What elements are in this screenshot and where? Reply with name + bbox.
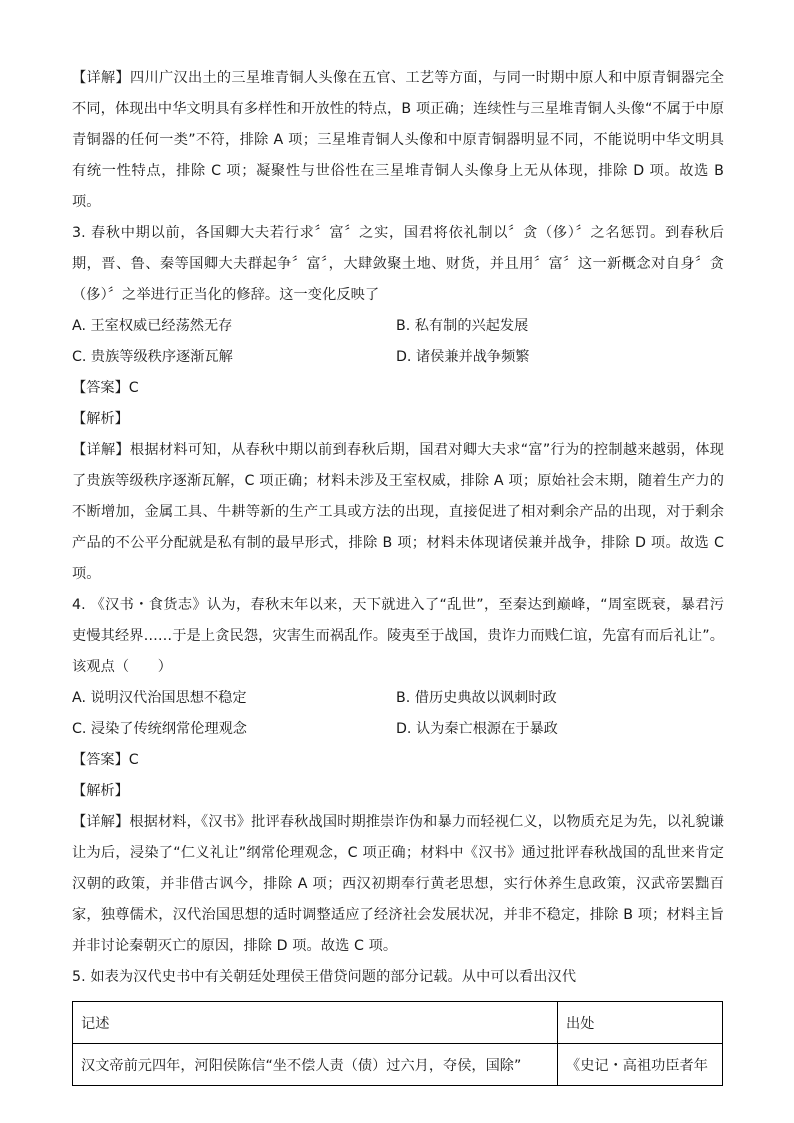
document-page bbox=[72, 63, 724, 1086]
q3-answer: 【答案】C bbox=[72, 380, 139, 396]
table-cell: 《史记・高祖功臣者年 bbox=[558, 1044, 723, 1086]
q4-explanation: 【详解】根据材料，《汉书》批评春秋战国时期推崇诈伪和暴力而轻视仁义，以物质充足为先，以礼貌谦让为后，浸染了“仁义礼让”纲常伦理观念，C 项正确；材料中《汉书》通过批评春秋战国的乱世来肯定汉朝的政策，并非借古讽今，排除 A 项；西汉初期奉行黄老思想，实行休养生息政策，汉武帝罢黜百家，独尊儒术，汉代治国思想的适时调整适应了经济社会发展状况，并非不稳定，排除 B 项；材料主旨并非讨论秦朝灭亡的原因，排除 D 项。故选 C 项。 bbox=[72, 814, 724, 954]
table-row bbox=[73, 1044, 723, 1086]
q4-option-d: D. 认为秦亡根源在于暴政 bbox=[396, 721, 558, 737]
q4-option-b: B. 借历史典故以讽刺时政 bbox=[396, 690, 557, 706]
q3-option-d: D. 诸侯兼并战争频繁 bbox=[396, 349, 530, 365]
table-header-row bbox=[73, 1002, 723, 1044]
q4-options-row-2 bbox=[72, 714, 724, 745]
q4-option-a: A. 说明汉代治国思想不稳定 bbox=[72, 690, 247, 706]
q3-option-b: B. 私有制的兴起发展 bbox=[396, 318, 529, 334]
table-header-cell: 出处 bbox=[558, 1002, 723, 1044]
q4-stem: 4. 《汉书・食货志》认为，春秋末年以来，天下就进入了“乱世”，至秦达到巅峰，“周室既衰，暴君污吏慢其经界……于是上贪民怨，灾害生而祸乱作。陵夷至于战国，贵诈力而贱仁谊，先富有而后礼让”。该观点（ ） bbox=[72, 597, 724, 675]
q5-stem: 5. 如表为汉代史书中有关朝廷处理侯王借贷问题的部分记载。从中可以看出汉代 bbox=[72, 969, 577, 985]
q3-explanation: 【详解】根据材料可知，从春秋中期以前到春秋后期，国君对卿大夫求“富”行为的控制越来越弱，体现了贵族等级秩序逐渐瓦解，C 项正确；材料未涉及王室权威，排除 A 项；原始社会末期，随着生产力的不断增加，金属工具、牛耕等新的生产工具或方法的出现，直接促进了相对剩余产品的出现，对于剩余产品的不公平分配就是私有制的最早形式，排除 B 项；材料未体现诸侯兼并战争，排除 D 项。故选 C 项。 bbox=[72, 442, 724, 582]
q5-table bbox=[72, 1001, 723, 1086]
q3-analysis-label: 【解析】 bbox=[72, 411, 129, 427]
q4-answer: 【答案】C bbox=[72, 752, 139, 768]
q3-stem: 3. 春秋中期以前，各国卿大夫若行求〞富〞之实，国君将依礼制以〞贪（侈）〞之名惩罚。到春秋后期，晋、鲁、秦等国卿大夫群起争〞富〞，大肆敛聚土地、财货，并且用〞富〞这一新概念对自身〞贪（侈）〞之举进行正当化的修辞。这一变化反映了 bbox=[72, 225, 724, 303]
table-header-cell: 记述 bbox=[73, 1002, 558, 1044]
q4-option-c: C. 浸染了传统纲常伦理观念 bbox=[72, 721, 247, 737]
q3-options-row-1 bbox=[72, 311, 724, 342]
q3-option-c: C. 贵族等级秩序逐渐瓦解 bbox=[72, 349, 233, 365]
q4-analysis-label: 【解析】 bbox=[72, 783, 129, 799]
q3-option-a: A. 王室权威已经荡然无存 bbox=[72, 318, 233, 334]
table-cell: 汉文帝前元四年，河阳侯陈信“坐不偿人责（债）过六月，夺侯，国除” bbox=[73, 1044, 558, 1086]
q4-options-row-1 bbox=[72, 683, 724, 714]
q3-options-row-2 bbox=[72, 342, 724, 373]
q2-explanation: 【详解】四川广汉出土的三星堆青铜人头像在五官、工艺等方面，与同一时期中原人和中原青铜器完全不同，体现出中华文明具有多样性和开放性的特点，B 项正确；连续性与三星堆青铜人头像“不属于中原青铜器的任何一类”不符，排除 A 项；三星堆青铜人头像和中原青铜器明显不同，不能说明中华文明具有统一性特点，排除 C 项；凝聚性与世俗性在三星堆青铜人头像身上无从体现，排除 D 项。故选 B 项。 bbox=[72, 70, 724, 210]
